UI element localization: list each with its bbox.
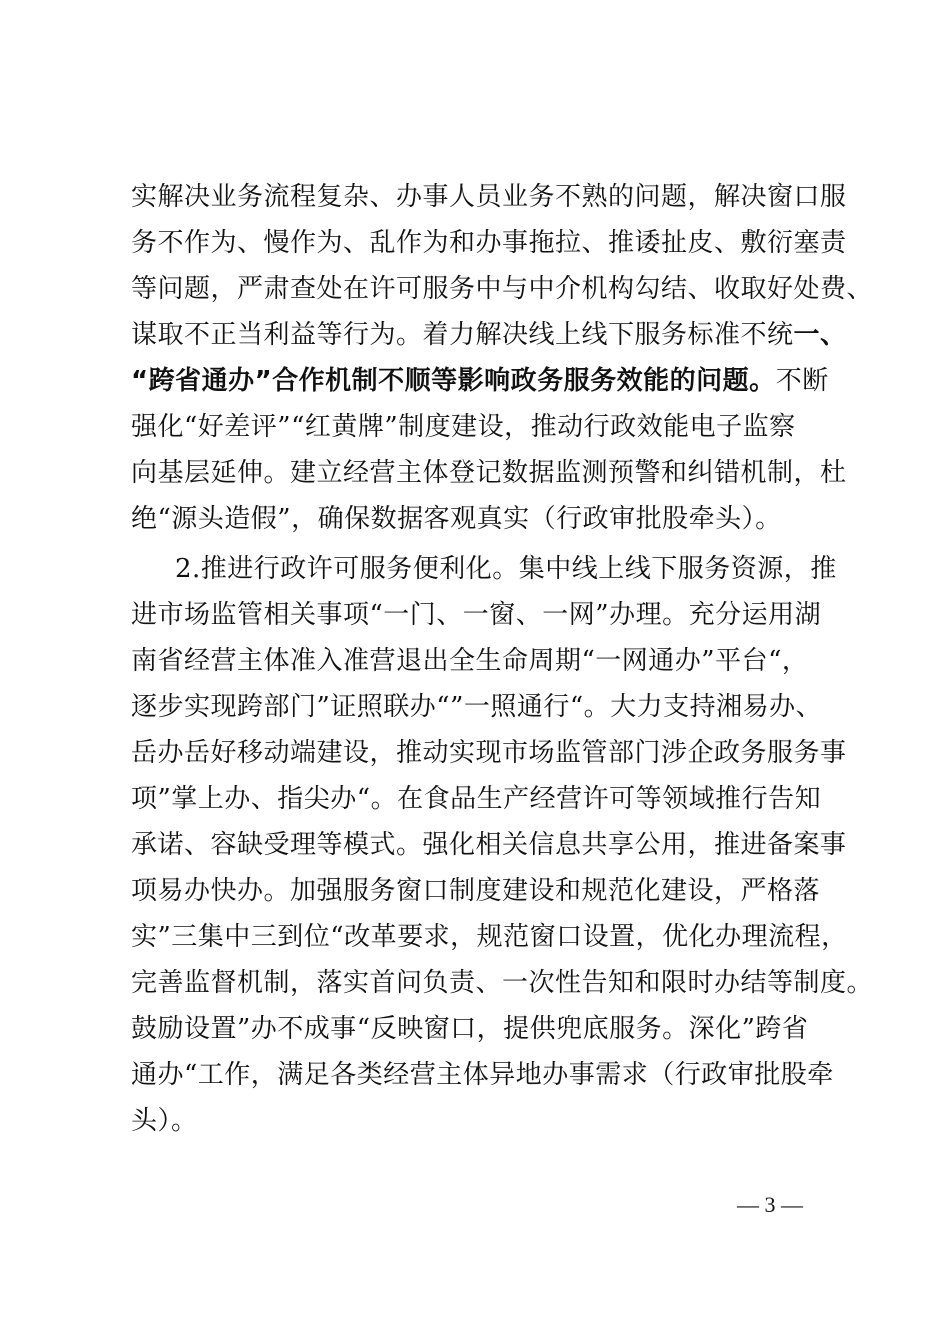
paragraph-line: 南省经营主体准入准营退出全生命周期“一网通办”平台“，: [131, 646, 809, 676]
paragraph-line: 强化“好差评”“红黄牌”制度建设，推动行政效能电子监察: [131, 412, 796, 442]
paragraph-line: 向基层延伸。建立经营主体登记数据监测预警和纠错机制，杜: [131, 458, 847, 488]
paragraph-line: 项”掌上办、指尖办“。在食品生产经营许可等领域推行告知: [131, 784, 822, 814]
paragraph-line: 项易办快办。加强服务窗口制度建设和规范化建设，严格落: [131, 876, 821, 906]
paragraph-line: 岳办岳好移动端建设，推动实现市场监管部门涉企政务服务事: [131, 738, 847, 768]
paragraph-line: 逐步实现跨部门”证照联办“”一照通行“。大力支持湘易办、: [131, 692, 823, 722]
paragraph-line: 进市场监管相关事项“一门、一窗、一网”办理。充分运用湖: [131, 600, 822, 630]
paragraph-line: [131, 358, 829, 404]
paragraph-line: 实”三集中三到位“改革要求，规范窗口设置，优化办理流程，: [131, 922, 848, 952]
paragraph-line: 鼓励设置”办不成事“反映窗口，提供兜底服务。深化”跨省: [131, 1014, 809, 1044]
paragraph-line: 完善监督机制，落实首问负责、一次性告知和限时办结等制度。: [131, 968, 874, 998]
paragraph-line: 承诺、容缺受理等模式。强化相关信息共享公用，推进备案事: [131, 830, 847, 860]
paragraph-line: 实解决业务流程复杂、办事人员业务不熟的问题，解决窗口服: [131, 182, 847, 212]
paragraph-line: 2.推进行政许可服务便利化。集中线上线下服务资源，推: [175, 554, 837, 584]
paragraph-line: 务不作为、慢作为、乱作为和办事拖拉、推诿扯皮、敷衍塞责: [131, 228, 847, 258]
line-text: 不断: [775, 366, 829, 396]
paragraph-line: 等问题，严肃查处在许可服务中与中介机构勾结、收取好处费、: [131, 274, 874, 304]
paragraph-line: 头）。: [131, 1106, 198, 1136]
line-text: 谋取不正当利益等行为。着力解决线上线下服务标准不统: [131, 320, 794, 350]
bold-text: 一、: [793, 320, 847, 350]
paragraph-line: 通办“工作，满足各类经营主体异地办事需求（行政审批股牵: [131, 1060, 834, 1090]
paragraph-line: [131, 312, 847, 358]
page-number: — 3 —: [737, 1192, 803, 1217]
paragraph-line: 绝“源头造假”，确保数据客观真实（行政审批股牵头）。: [131, 504, 782, 534]
bold-text: “跨省通办”合作机制不顺等影响政务服务效能的问题。: [131, 366, 776, 396]
